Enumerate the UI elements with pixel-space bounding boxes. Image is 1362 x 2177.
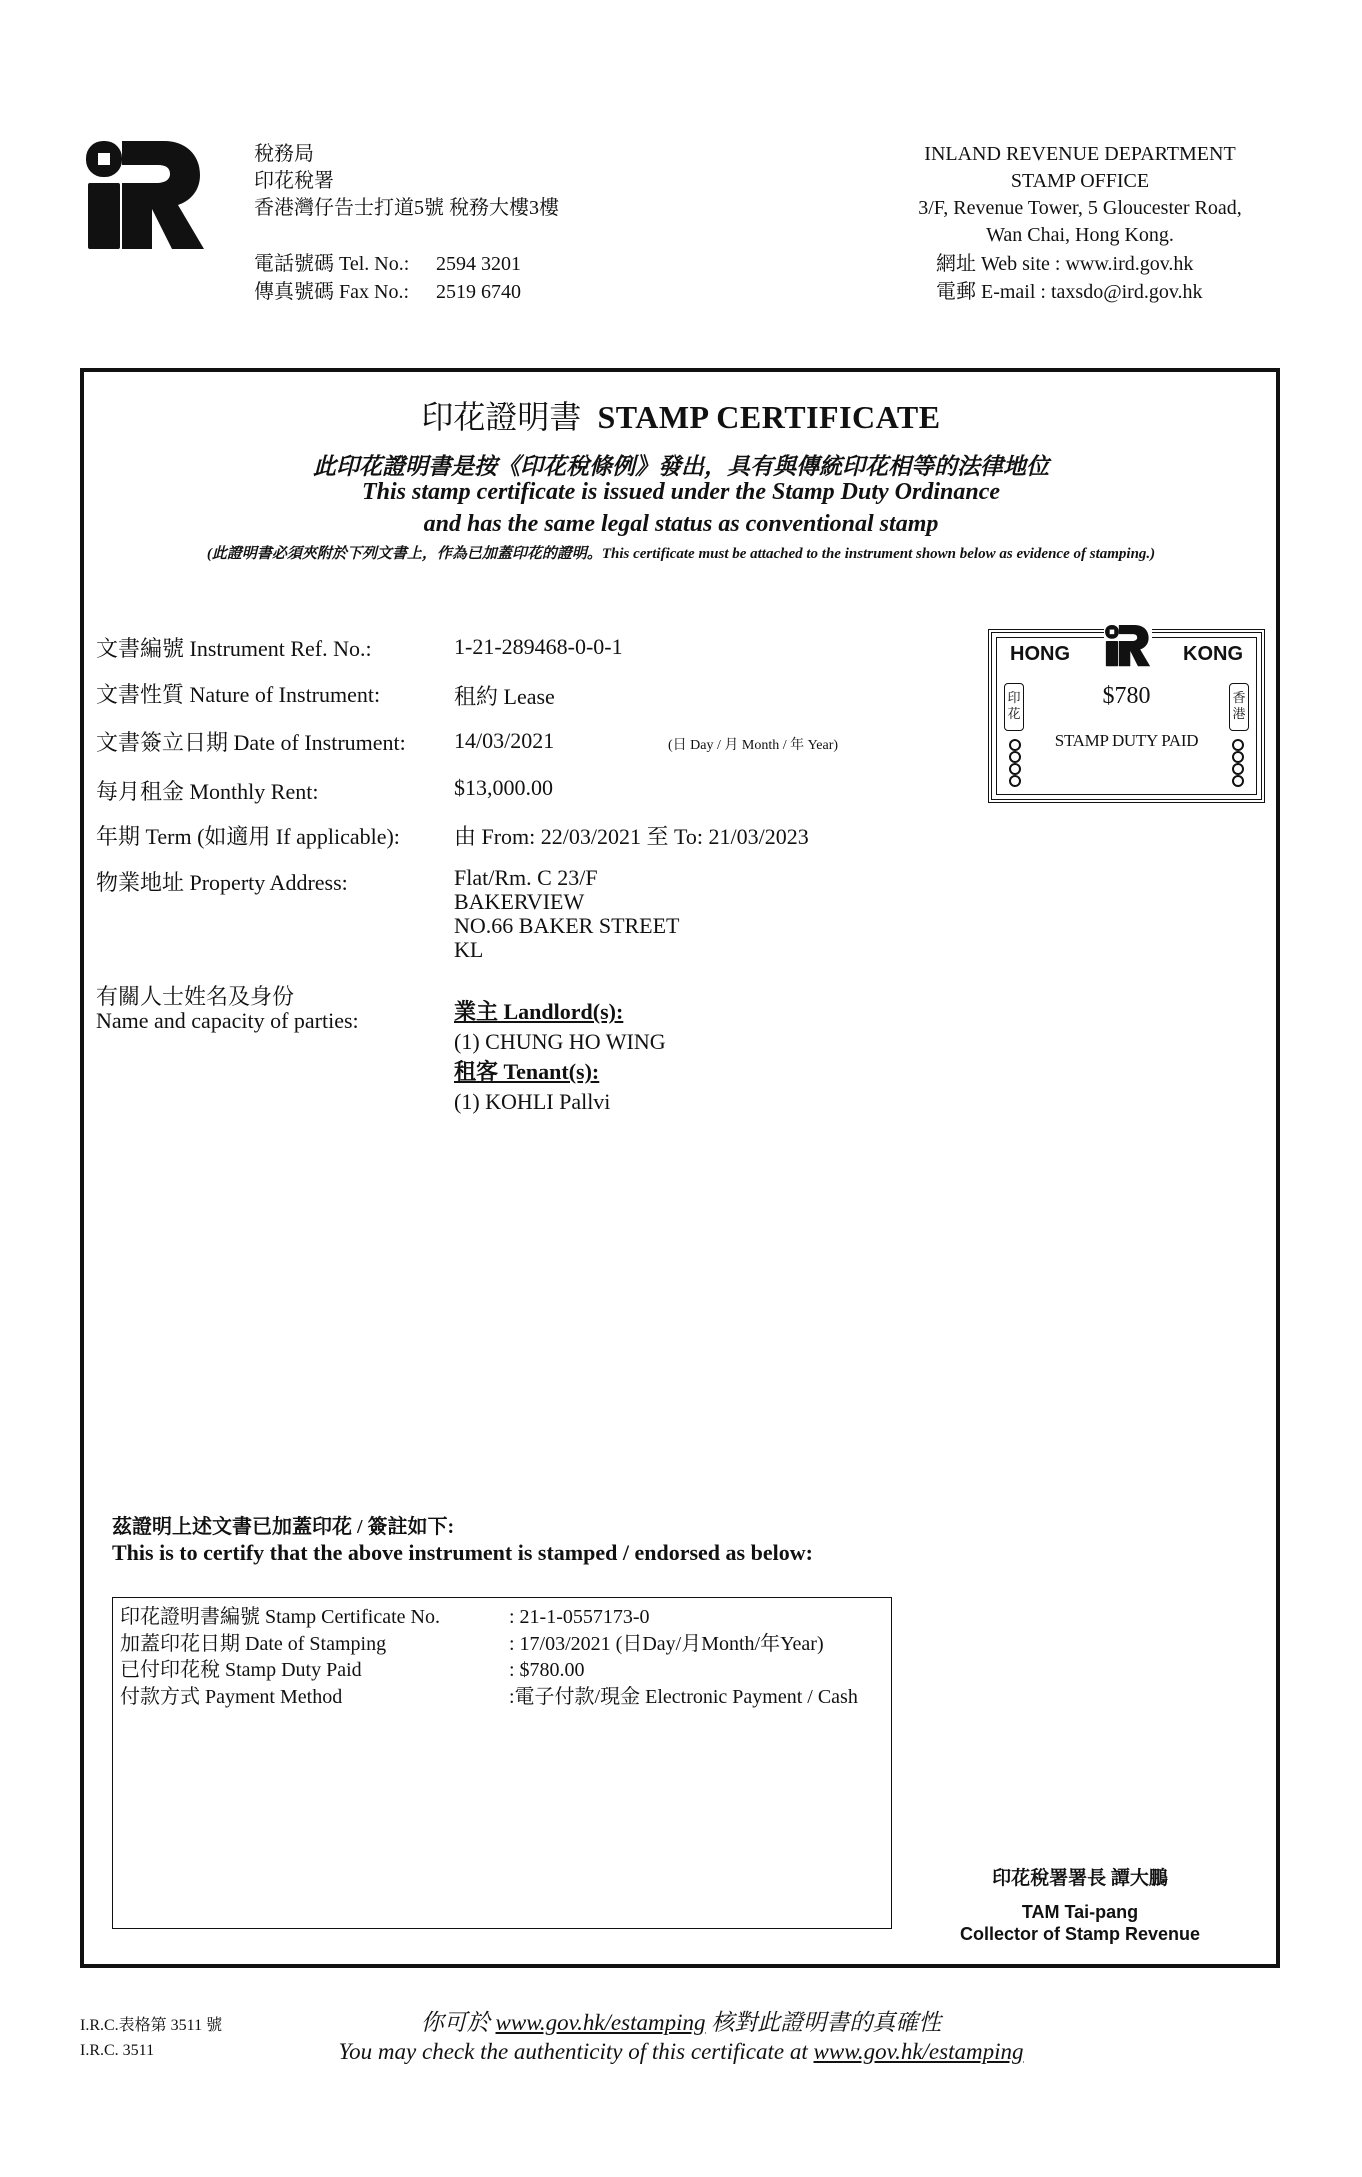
property-address bbox=[454, 866, 680, 962]
stamping-details-box bbox=[112, 1597, 892, 1929]
payment-method-value: :電子付款/現金 Electronic Payment / Cash bbox=[509, 1685, 858, 1708]
date-format-hint: (日 Day / 月 Month / 年 Year) bbox=[668, 738, 839, 753]
address-line: Flat/Rm. C 23/F bbox=[454, 865, 598, 890]
attachment-note: (此證明書必須夾附於下列文書上，作為已加蓋印花的證明。This certificate must be attached to the instrument shown below as evidence of stamping.) bbox=[206, 546, 1156, 562]
form-number-zh: I.R.C.表格第 3511 號 bbox=[80, 2017, 223, 2034]
stamp-paid-text: STAMP DUTY PAID bbox=[1054, 731, 1199, 750]
cert-no-label: 印花證明書編號 Stamp Certificate No. bbox=[120, 1606, 440, 1628]
certify-zh: 茲證明上述文書已加蓋印花 / 簽註如下: bbox=[112, 1516, 455, 1538]
stamp-amount: $780 bbox=[1102, 683, 1151, 709]
term-label: 年期 Term (如適用 If applicable): bbox=[96, 824, 400, 849]
header-en-line: INLAND REVENUE DEPARTMENT bbox=[924, 143, 1236, 165]
stamp-right-ornament bbox=[1230, 739, 1246, 794]
parties-label-en: Name and capacity of parties: bbox=[96, 1008, 359, 1033]
verify-note-en bbox=[0, 2039, 1362, 2065]
header-zh-line: 香港灣仔告士打道5號 稅務大樓3樓 bbox=[254, 197, 559, 219]
header-en-line: 3/F, Revenue Tower, 5 Gloucester Road, bbox=[918, 197, 1242, 219]
stamp-right-seal: 香港 bbox=[1229, 683, 1249, 731]
tel-value: 2594 3201 bbox=[436, 253, 521, 275]
ref-value: 1-21-289468-0-0-1 bbox=[454, 634, 623, 659]
title-zh: 印花證明書 bbox=[421, 399, 582, 435]
tenant-heading: 租客 Tenant(s): bbox=[454, 1059, 600, 1084]
office-address-zh bbox=[254, 141, 559, 222]
cert-no-value: : 21-1-0557173-0 bbox=[509, 1606, 650, 1628]
fax-label: 傳真號碼 Fax No.: bbox=[254, 281, 409, 303]
ref-label: 文書編號 Instrument Ref. No.: bbox=[96, 636, 372, 661]
estamping-link-en[interactable]: www.gov.hk/estamping bbox=[813, 2039, 1024, 2064]
verify-zh-pre: 你可於 bbox=[420, 2010, 496, 2035]
term-value: 由 From: 22/03/2021 至 To: 21/03/2023 bbox=[454, 824, 809, 849]
verify-note-zh bbox=[0, 2004, 1362, 2037]
estamping-link[interactable]: www.gov.hk/estamping bbox=[495, 2010, 706, 2035]
stamp-left-seal: 印花 bbox=[1004, 683, 1024, 731]
parties-label bbox=[96, 985, 359, 1033]
legal-status-zh: 此印花證明書是按《印花稅條例》發出，具有與傳統印花相等的法律地位 bbox=[313, 454, 1049, 479]
date-value: 14/03/2021 bbox=[454, 728, 555, 753]
tenant-entry: (1) KOHLI Pallvi bbox=[454, 1089, 611, 1114]
legal-status-en-2: and has the same legal status as conventional stamp bbox=[423, 511, 939, 537]
payment-method-label: 付款方式 Payment Method bbox=[120, 1685, 343, 1708]
stamp-kong: KONG bbox=[1183, 643, 1243, 665]
parties-label-zh: 有關人士姓名及身份 bbox=[96, 984, 295, 1009]
nature-label: 文書性質 Nature of Instrument: bbox=[96, 682, 381, 707]
tel-label: 電話號碼 Tel. No.: bbox=[254, 253, 410, 275]
date-label: 文書簽立日期 Date of Instrument: bbox=[96, 730, 406, 755]
verify-zh-post: 核對此證明書的真確性 bbox=[705, 2010, 942, 2035]
legal-status-en-1: This stamp certificate is issued under the Stamp Duty Ordinance bbox=[361, 479, 1001, 505]
stamping-date-label: 加蓋印花日期 Date of Stamping bbox=[120, 1632, 387, 1655]
duty-paid-value: : $780.00 bbox=[509, 1659, 585, 1681]
header-zh-line: 印花稅署 bbox=[254, 170, 334, 192]
collector-name: TAM Tai-pang bbox=[1021, 1902, 1139, 1922]
duty-paid-label: 已付印花稅 Stamp Duty Paid bbox=[120, 1659, 362, 1681]
title-en: STAMP CERTIFICATE bbox=[597, 399, 941, 435]
stamp-hong: HONG bbox=[1010, 643, 1070, 665]
landlord-entry: (1) CHUNG HO WING bbox=[454, 1029, 666, 1054]
rent-label: 每月租金 Monthly Rent: bbox=[96, 779, 319, 804]
header-zh-line: 稅務局 bbox=[254, 143, 314, 165]
email: 電郵 E-mail : taxsdo@ird.gov.hk bbox=[936, 281, 1203, 303]
stamp-ird-logo bbox=[1104, 625, 1152, 667]
details-labels bbox=[120, 1604, 440, 1710]
header-en-line: STAMP OFFICE bbox=[1010, 170, 1150, 192]
collector-name-zh: 印花稅署署長 譚大鵬 bbox=[992, 1868, 1168, 1889]
address-line: KL bbox=[454, 937, 484, 962]
office-address-en bbox=[860, 141, 1300, 249]
certificate-title bbox=[0, 392, 1362, 438]
stamping-date-value: : 17/03/2021 (日Day/月Month/年Year) bbox=[509, 1632, 824, 1655]
form-number-en: I.R.C. 3511 bbox=[80, 2042, 155, 2059]
header-en-line: Wan Chai, Hong Kong. bbox=[986, 224, 1174, 246]
stamp-duty-paid-stamp bbox=[988, 629, 1265, 803]
verify-en-pre: You may check the authenticity of this certificate at bbox=[338, 2039, 814, 2064]
details-values bbox=[509, 1604, 858, 1710]
fax-value: 2519 6740 bbox=[436, 281, 521, 303]
stamp-left-ornament bbox=[1007, 739, 1023, 794]
nature-value: 租約 Lease bbox=[454, 684, 555, 709]
website: 網址 Web site : www.ird.gov.hk bbox=[936, 253, 1194, 275]
parties-list bbox=[454, 997, 666, 1117]
address-line: BAKERVIEW bbox=[454, 889, 585, 914]
address-label: 物業地址 Property Address: bbox=[96, 870, 348, 895]
landlord-heading: 業主 Landlord(s): bbox=[454, 999, 624, 1024]
ird-logo bbox=[86, 141, 206, 251]
rent-value: $13,000.00 bbox=[454, 775, 553, 800]
certify-en: This is to certify that the above instrument is stamped / endorsed as below: bbox=[112, 1540, 813, 1565]
address-line: NO.66 BAKER STREET bbox=[454, 913, 680, 938]
collector-title: Collector of Stamp Revenue bbox=[959, 1924, 1201, 1944]
